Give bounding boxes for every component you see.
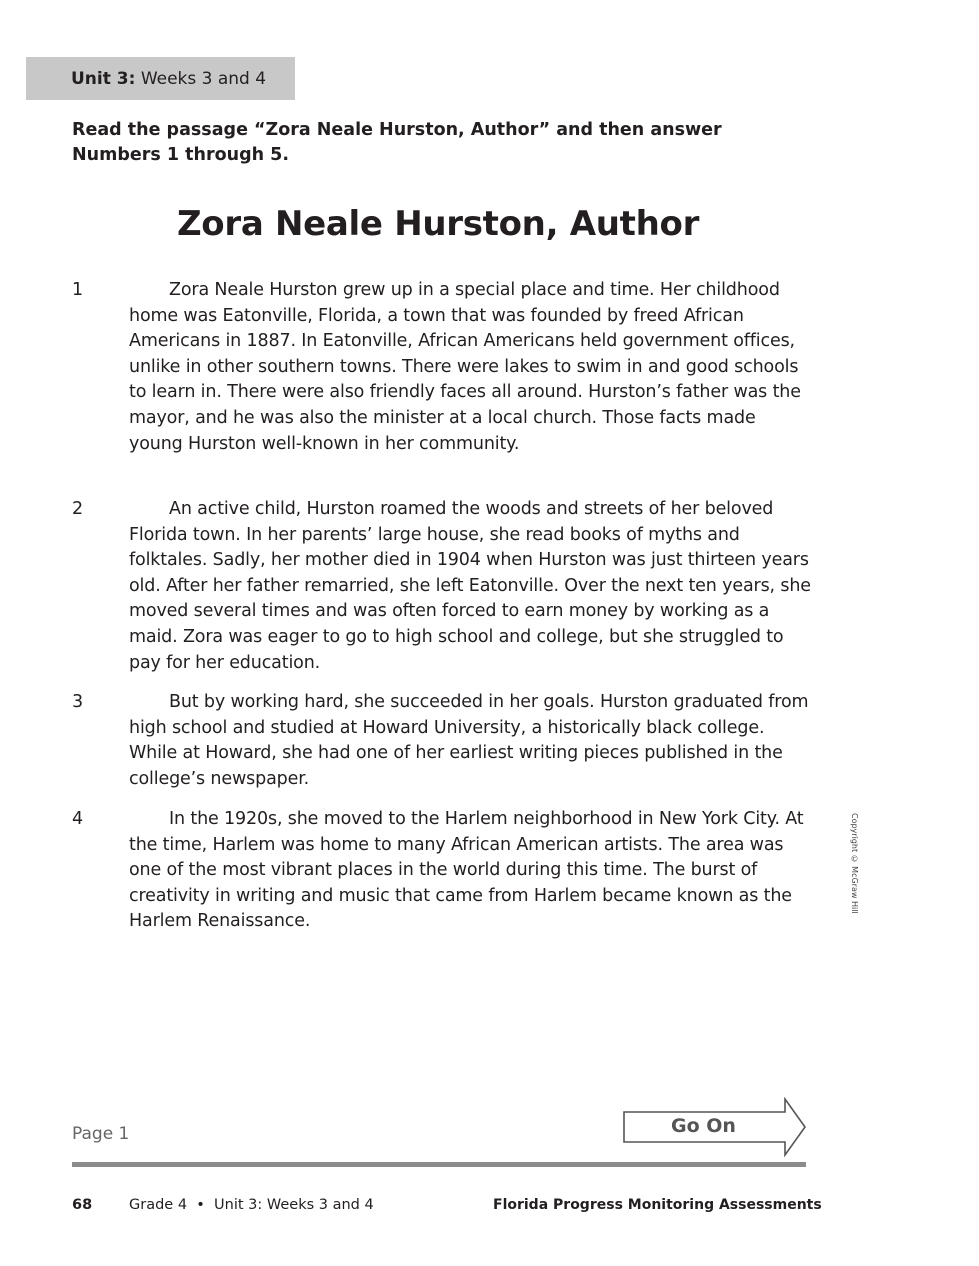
go-on-label: Go On xyxy=(671,1115,736,1137)
page-label: Page 1 xyxy=(72,1124,130,1144)
footer-grade-info: Grade 4 • Unit 3: Weeks 3 and 4 xyxy=(129,1197,374,1213)
go-on-button[interactable] xyxy=(623,1097,807,1157)
unit-label: Unit 3: xyxy=(71,69,136,89)
copyright-notice: Copyright © McGraw Hill xyxy=(850,813,859,914)
footer-page-number: 68 xyxy=(72,1197,93,1213)
passage-title: Zora Neale Hurston, Author xyxy=(176,204,700,244)
paragraph xyxy=(72,690,812,792)
footer-divider xyxy=(72,1162,806,1167)
paragraph-text: An active child, Hurston roamed the woods and streets of her beloved Florida town. In her parents’ large house, she read books of myths and folktales. Sadly, her mother died in 1904 when Hurston was just thirteen years old. After her father remarried, she left Eatonville. Over the next ten years, she moved several times and was often forced to earn money by working as a maid. Zora was eager to go to high school and college, but she struggled to pay for her education. xyxy=(129,499,811,673)
footer-publication: Florida Progress Monitoring Assessments xyxy=(493,1197,822,1213)
paragraph xyxy=(72,807,812,935)
unit-weeks: Weeks 3 and 4 xyxy=(140,69,267,89)
paragraph xyxy=(72,497,812,676)
unit-header-tab xyxy=(26,57,295,100)
paragraph-number: 1 xyxy=(72,280,84,300)
paragraph-number: 3 xyxy=(72,692,84,712)
paragraph-number: 4 xyxy=(72,809,84,829)
instructions: Read the passage “Zora Neale Hurston, Author” and then answer Numbers 1 through 5. xyxy=(72,120,722,165)
paragraph-text: Zora Neale Hurston grew up in a special place and time. Her childhood home was Eatonville, Florida, a town that was founded by freed African Americans in 1887. In Eatonville, African Americans held government offices, unlike in other southern towns. There were lakes to swim in and good schools to learn in. There were also friendly faces all around. Hurston’s father was the mayor, and he was also the minister at a local church. Those facts made young Hurston well-known in her community. xyxy=(129,280,801,454)
paragraph xyxy=(72,278,812,457)
paragraph-text: But by working hard, she succeeded in her goals. Hurston graduated from high school and studied at Howard University, a historically black college. While at Howard, she had one of her earliest writing pieces published in the college’s newspaper. xyxy=(129,692,809,789)
paragraph-text: In the 1920s, she moved to the Harlem neighborhood in New York City. At the time, Harlem was home to many African American artists. The area was one of the most vibrant places in the world during this time. The burst of creativity in writing and music that came from Harlem became known as the Harlem Renaissance. xyxy=(129,809,804,932)
paragraph-number: 2 xyxy=(72,499,84,519)
